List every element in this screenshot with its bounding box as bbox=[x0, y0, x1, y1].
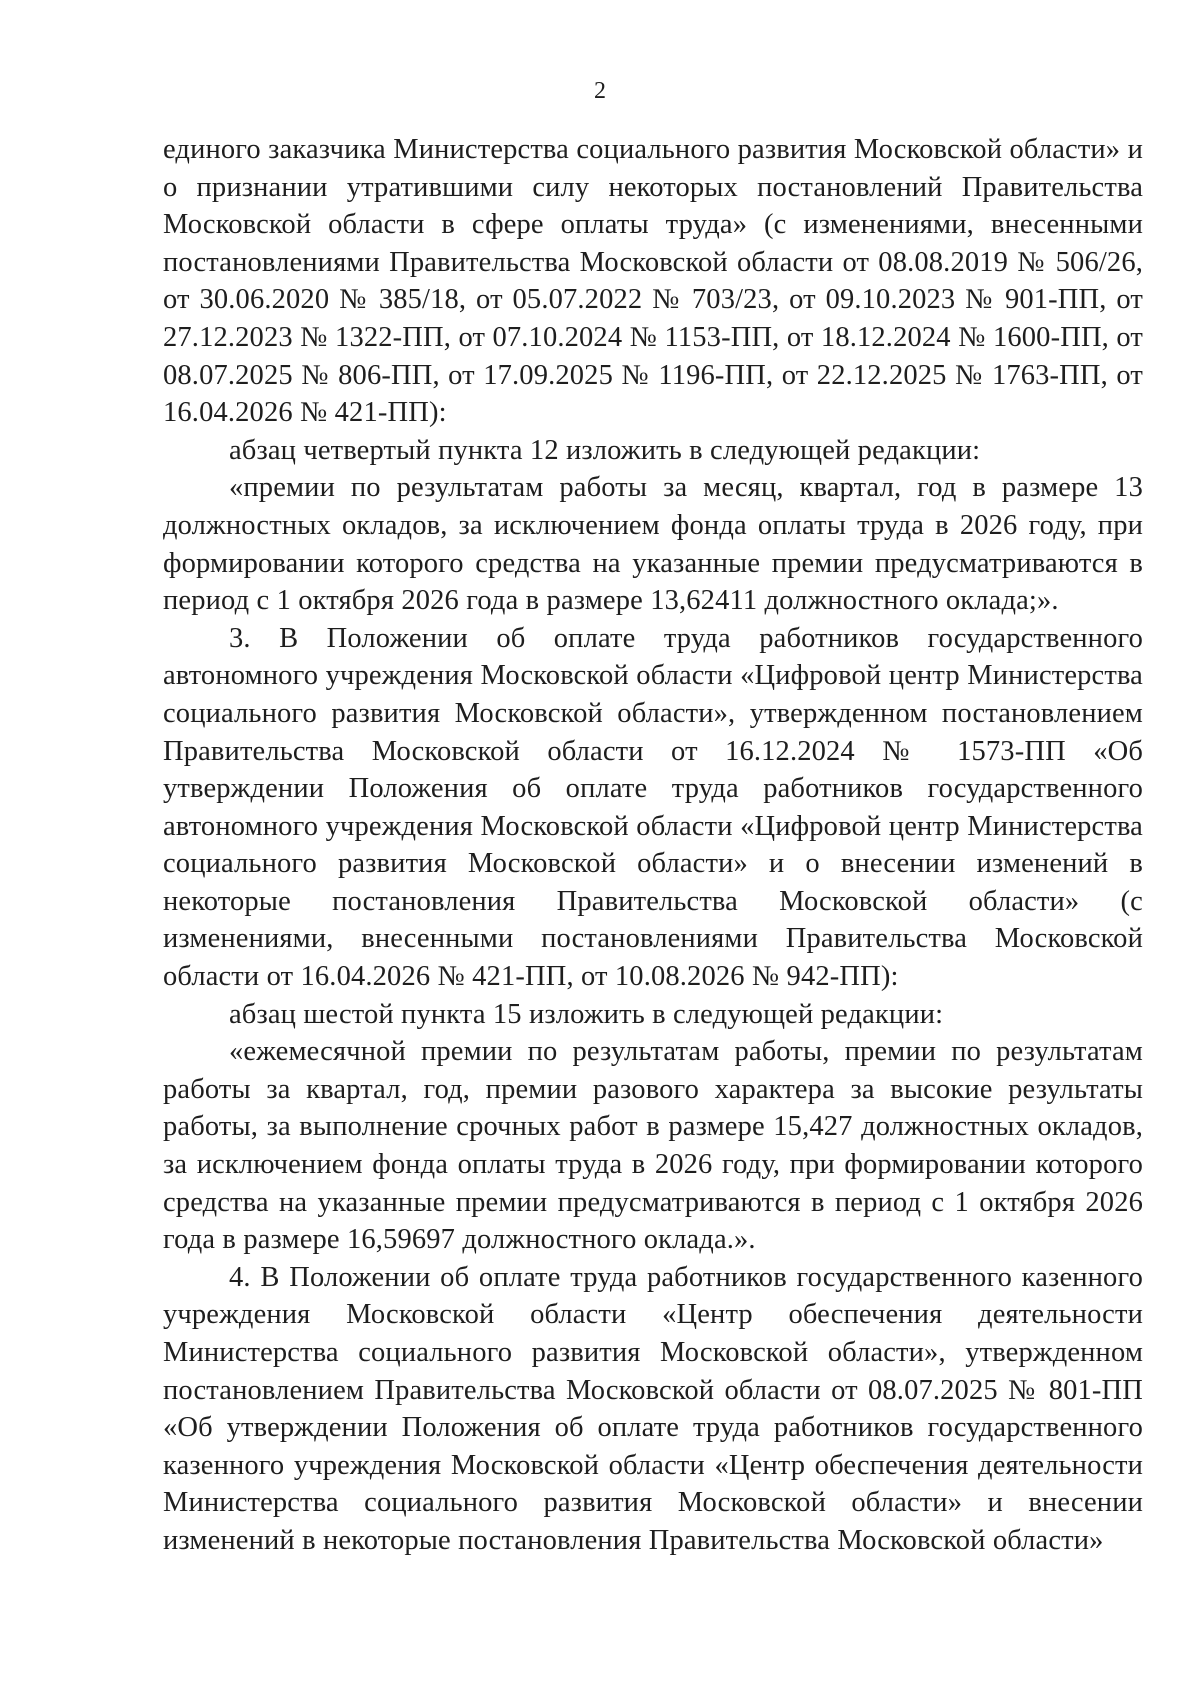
paragraph-quote: «премии по результатам работы за месяц, квартал, год в размере 13 должностных окладов, за исключением фонда оплаты труда в 2026 году, при формировании которого средства на указанные премии предусматриваются в период с 1 октября 2026 года в размере 13,62411 должностного оклада;». bbox=[163, 472, 1143, 617]
paragraph-instruction: абзац шестой пункта 15 изложить в следующей редакции: bbox=[229, 998, 944, 1030]
page-number: 2 bbox=[594, 78, 606, 104]
paragraph-quote: «ежемесячной премии по результатам работы, премии по результатам работы за квартал, год, премии разового характера за высокие результаты работы, за выполнение срочных работ в размере 15,427 должностных окладов, за исключением фонда оплаты труда в 2026 году, при формировании которого средства на указанные премии предусматриваются в период с 1 октября 2026 года в размере 16,59697 должностного оклада.». bbox=[163, 1036, 1143, 1256]
document-body bbox=[163, 131, 1143, 1560]
paragraph-item-3: 3. В Положении об оплате труда работников государственного автономного учреждения Московской области «Цифровой центр Министерства социального развития Московской области», утвержденном постановлением Правительства Московской области от 16.12.2024 № 1573-ПП «Об утверждении Положения об оплате труда работников государственного автономного учреждения Московской области «Цифровой центр Министерства социального развития Московской области» и о внесении изменений в некоторые постановления Правительства Московской области» (с изменениями, внесенными постановлениями Правительства Московской области от 16.04.2026 № 421-ПП, от 10.08.2026 № 942-ПП): bbox=[163, 622, 1143, 993]
paragraph-continuation: единого заказчика Министерства социального развития Московской области» и о признании утратившими силу некоторых постановлений Правительства Московской области в сфере оплаты труда» (с изменениями, внесенными постановлениями Правительства Московской области от 08.08.2019 № 506/26, от 30.06.2020 № 385/18, от 05.07.2022 № 703/23, от 09.10.2023 № 901-ПП, от 27.12.2023 № 1322-ПП, от 07.10.2024 № 1153-ПП, от 18.12.2024 № 1600-ПП, от 08.07.2025 № 806-ПП, от 17.09.2025 № 1196-ПП, от 22.12.2025 № 1763-ПП, от 16.04.2026 № 421-ПП): bbox=[163, 134, 1143, 429]
paragraph-instruction: абзац четвертый пункта 12 изложить в следующей редакции: bbox=[229, 434, 981, 466]
paragraph-item-4: 4. В Положении об оплате труда работников государственного казенного учреждения Московской области «Центр обеспечения деятельности Министерства социального развития Московской области», утвержденном постановлением Правительства Московской области от 08.07.2025 № 801-ПП «Об утверждении Положения об оплате труда работников государственного казенного учреждения Московской области «Центр обеспечения деятельности Министерства социального развития Московской области» и внесении изменений в некоторые постановления Правительства Московской области» bbox=[163, 1261, 1143, 1556]
